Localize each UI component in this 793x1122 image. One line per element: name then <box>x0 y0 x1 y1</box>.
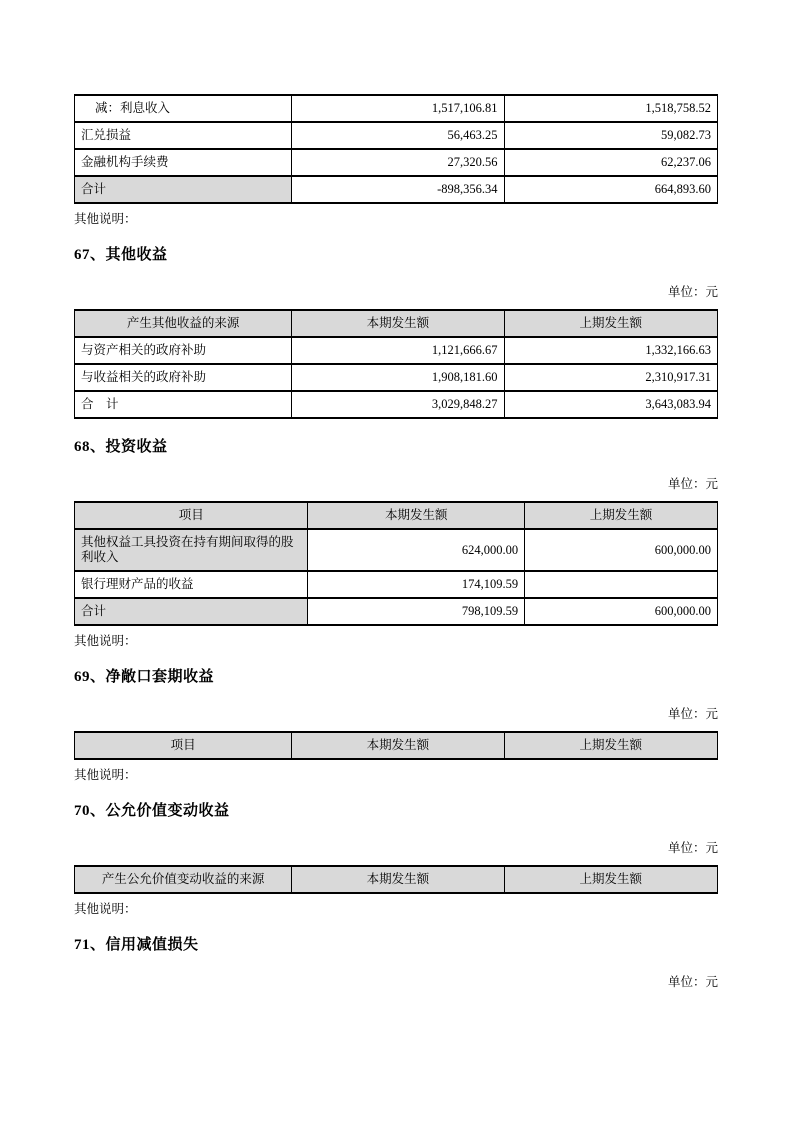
other-notes-label: 其他说明： <box>74 902 137 916</box>
total-row <box>75 176 718 203</box>
table-row <box>75 149 718 176</box>
prior-amount-cell: 664,893.60 <box>504 176 717 203</box>
total-label-cell: 合计 <box>75 176 292 203</box>
header-current-cell: 本期发生额 <box>292 866 504 893</box>
other-notes-label: 其他说明： <box>74 212 137 226</box>
other-notes-label: 其他说明： <box>74 634 137 648</box>
prior-amount-cell: 59,082.73 <box>504 122 717 149</box>
section-67-heading: 67、其他收益 <box>74 247 168 263</box>
row-label-cell: 银行理财产品的收益 <box>75 571 308 598</box>
current-amount-cell: 56,463.25 <box>292 122 504 149</box>
table-row <box>75 364 718 391</box>
prior-amount-cell: 1,332,166.63 <box>504 337 717 364</box>
table-row <box>75 122 718 149</box>
total-label-cell: 合 计 <box>75 391 292 418</box>
header-source-cell: 产生公允价值变动收益的来源 <box>75 866 292 893</box>
unit-label: 单位：元 <box>667 477 718 491</box>
other-income-table <box>74 309 718 419</box>
current-amount-cell: 174,109.59 <box>308 571 525 598</box>
section-71-heading: 71、信用减值损失 <box>74 937 199 953</box>
prior-amount-cell: 600,000.00 <box>525 598 718 625</box>
section-70-heading: 70、公允价值变动收益 <box>74 803 230 819</box>
unit-label: 单位：元 <box>667 841 718 855</box>
total-row <box>75 598 718 625</box>
header-source-cell: 产生其他收益的来源 <box>75 310 292 337</box>
current-amount-cell: 1,121,666.67 <box>292 337 504 364</box>
table-row <box>75 337 718 364</box>
header-current-cell: 本期发生额 <box>292 732 504 759</box>
prior-amount-cell <box>525 571 718 598</box>
prior-amount-cell: 1,518,758.52 <box>504 95 717 122</box>
table-row <box>75 571 718 598</box>
prior-amount-cell: 600,000.00 <box>525 529 718 571</box>
prior-amount-cell: 62,237.06 <box>504 149 717 176</box>
prior-amount-cell: 2,310,917.31 <box>504 364 717 391</box>
row-label-cell: 与收益相关的政府补助 <box>75 364 292 391</box>
table-row <box>75 529 718 571</box>
current-amount-cell: 624,000.00 <box>308 529 525 571</box>
unit-label: 单位：元 <box>667 707 718 721</box>
unit-label: 单位：元 <box>667 285 718 299</box>
row-label-cell: 与资产相关的政府补助 <box>75 337 292 364</box>
table-header-row <box>75 866 718 893</box>
row-label-cell: 减：利息收入 <box>75 95 292 122</box>
current-amount-cell: 1,908,181.60 <box>292 364 504 391</box>
total-label-cell: 合计 <box>75 598 308 625</box>
table-header-row <box>75 732 718 759</box>
fair-value-change-table <box>74 865 718 894</box>
current-amount-cell: 3,029,848.27 <box>292 391 504 418</box>
row-label-cell: 其他权益工具投资在持有期间取得的股利收入 <box>75 529 308 571</box>
investment-income-table <box>74 501 718 626</box>
table-header-row <box>75 310 718 337</box>
section-68-heading: 68、投资收益 <box>74 439 168 455</box>
header-prior-cell: 上期发生额 <box>504 732 717 759</box>
header-prior-cell: 上期发生额 <box>525 502 718 529</box>
current-amount-cell: 1,517,106.81 <box>292 95 504 122</box>
other-notes-label: 其他说明： <box>74 768 137 782</box>
table-header-row <box>75 502 718 529</box>
header-item-cell: 项目 <box>75 732 292 759</box>
table-row <box>75 95 718 122</box>
header-current-cell: 本期发生额 <box>292 310 504 337</box>
row-label-cell: 金融机构手续费 <box>75 149 292 176</box>
unit-label: 单位：元 <box>667 975 718 989</box>
current-amount-cell: 27,320.56 <box>292 149 504 176</box>
net-hedge-income-table <box>74 731 718 760</box>
prior-amount-cell: 3,643,083.94 <box>504 391 717 418</box>
row-label-cell: 汇兑损益 <box>75 122 292 149</box>
section-69-heading: 69、净敞口套期收益 <box>74 669 215 685</box>
header-prior-cell: 上期发生额 <box>504 310 717 337</box>
carryover-table <box>74 94 718 204</box>
header-prior-cell: 上期发生额 <box>504 866 717 893</box>
header-current-cell: 本期发生额 <box>308 502 525 529</box>
total-row <box>75 391 718 418</box>
current-amount-cell: 798,109.59 <box>308 598 525 625</box>
current-amount-cell: -898,356.34 <box>292 176 504 203</box>
header-item-cell: 项目 <box>75 502 308 529</box>
